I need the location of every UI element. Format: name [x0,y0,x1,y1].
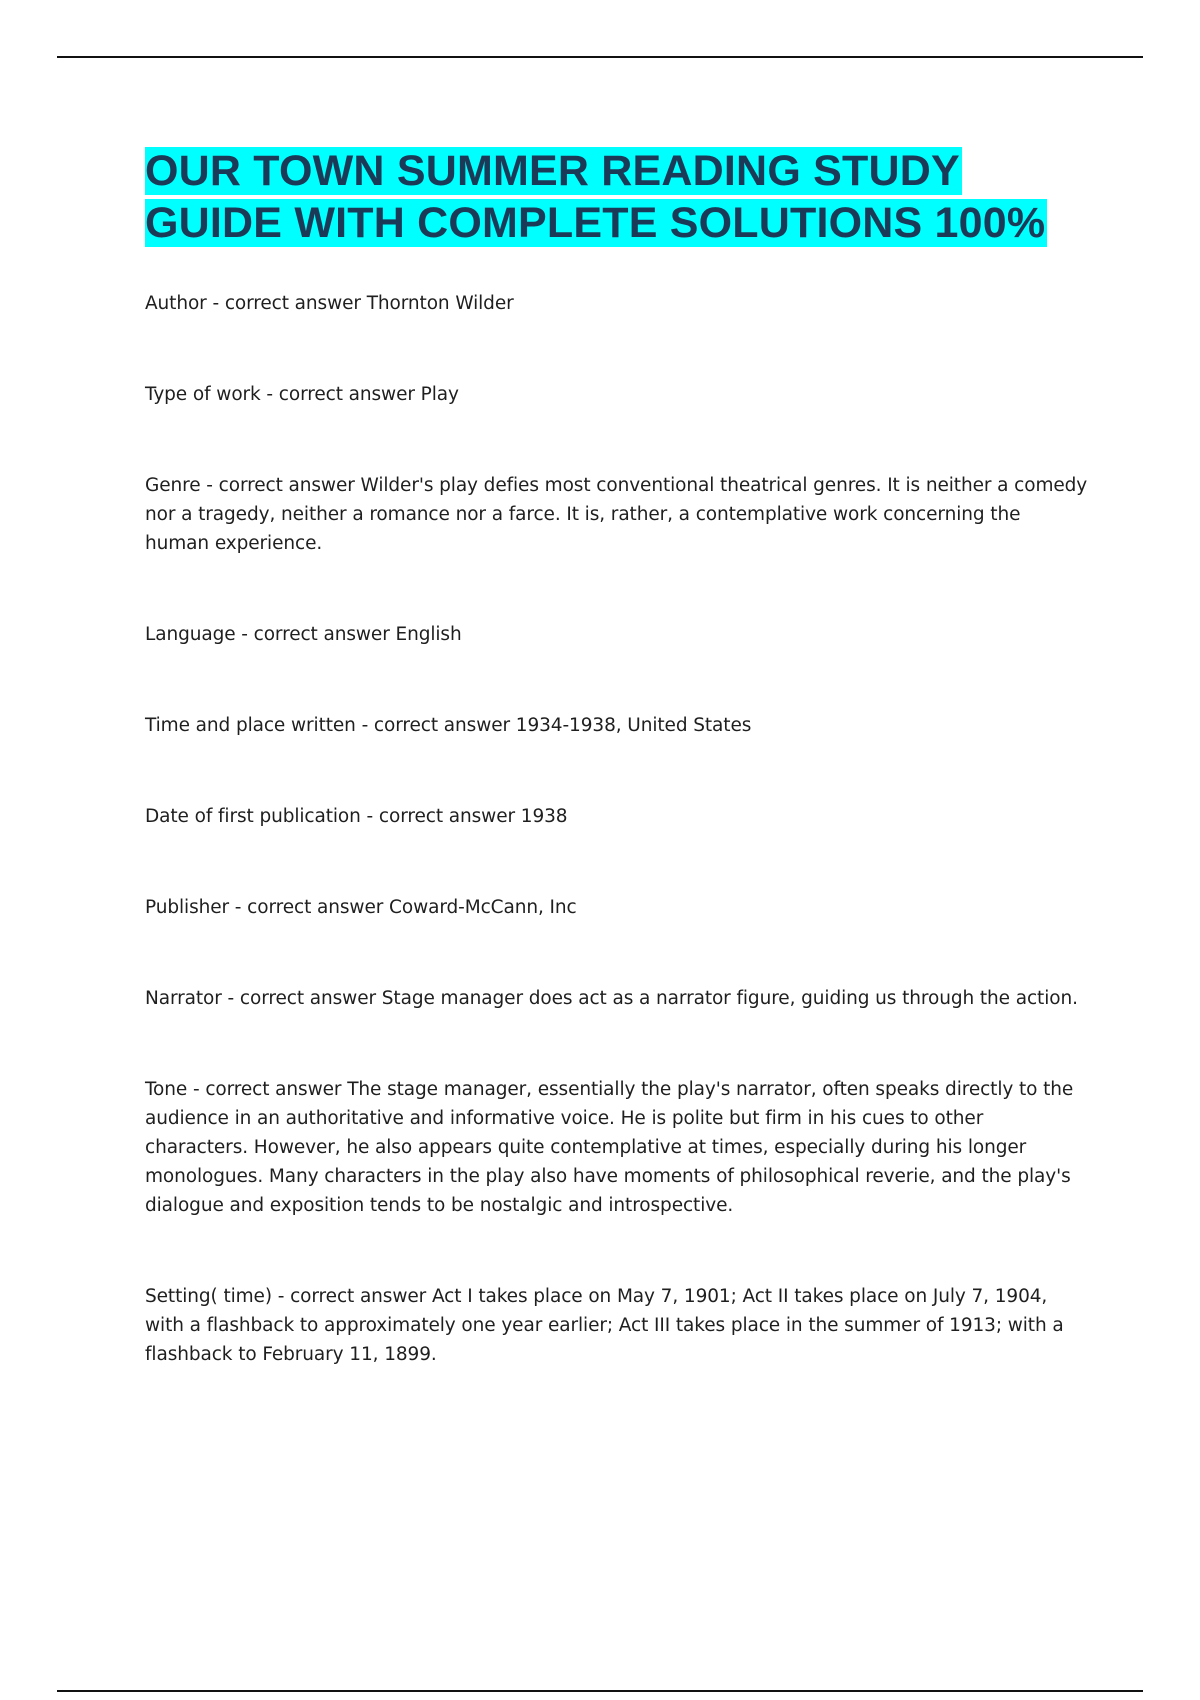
qa-separator: - correct answer [235,624,396,645]
qa-separator: - correct answer [187,1079,348,1100]
qa-term: Author [145,293,207,314]
qa-answer: Thornton Wilder [366,293,514,314]
qa-term: Type of work [145,384,261,405]
qa-separator: - correct answer [200,475,361,496]
qa-answer: Wilder's play defies most conventional theatrical genres. It is neither a comedy nor a tragedy, neither a romance nor a farce. It is, rather, a contemplative work concerning the human experience. [145,475,1088,554]
qa-entry [145,471,1090,558]
document-title [145,145,1090,249]
qa-term: Tone [145,1079,188,1100]
header-rule [57,56,1143,58]
qa-separator: - correct answer [221,988,382,1009]
qa-entry [145,893,1090,922]
qa-term: Time and place written [145,715,356,736]
qa-term: Setting( time) [145,1286,272,1307]
qa-entry [145,620,1090,649]
qa-answer: Coward-McCann, Inc [389,897,577,918]
qa-term: Date of first publication [145,806,361,827]
footer-rule [57,1690,1143,1692]
title-highlight: OUR TOWN SUMMER READING STUDY GUIDE WITH COMPLETE SOLUTIONS 100% [145,147,1046,247]
qa-separator: - correct answer [355,715,516,736]
qa-entry [145,984,1090,1013]
qa-separator: - correct answer [229,897,390,918]
qa-entry [145,1075,1090,1220]
qa-term: Language [145,624,236,645]
qa-answer: 1934-1938, United States [515,715,752,736]
qa-answer: The stage manager, essentially the play's narrator, often speaks directly to the audience in an authoritative and informative voice. He is polite but firm in his cues to other characters. However, he also appears quite contemplative at times, especially during his longer monologues. Many characters in the play also have moments of philosophical reverie, and the play's dialogue and exposition tends to be nostalgic and introspective. [145,1079,1074,1216]
qa-entry [145,802,1090,831]
document-body [145,145,1090,1431]
qa-entry [145,711,1090,740]
qa-answer: Play [420,384,459,405]
qa-entry [145,1282,1090,1369]
qa-entry [145,380,1090,409]
qa-term: Genre [145,475,201,496]
qa-list [145,289,1090,1369]
qa-term: Narrator [145,988,222,1009]
qa-separator: - correct answer [206,293,367,314]
qa-answer: Stage manager does act as a narrator figure, guiding us through the action. [381,988,1078,1009]
qa-answer: Act I takes place on May 7, 1901; Act II takes place on July 7, 1904, with a flashback to approximately one year earlier; Act III takes place in the summer of 1913; with a flashback to February 11, 1899. [145,1286,1064,1365]
qa-answer: English [395,624,462,645]
qa-entry [145,289,1090,318]
qa-separator: - correct answer [360,806,521,827]
qa-term: Publisher [145,897,230,918]
qa-separator: - correct answer [260,384,421,405]
qa-answer: 1938 [520,806,568,827]
qa-separator: - correct answer [271,1286,432,1307]
